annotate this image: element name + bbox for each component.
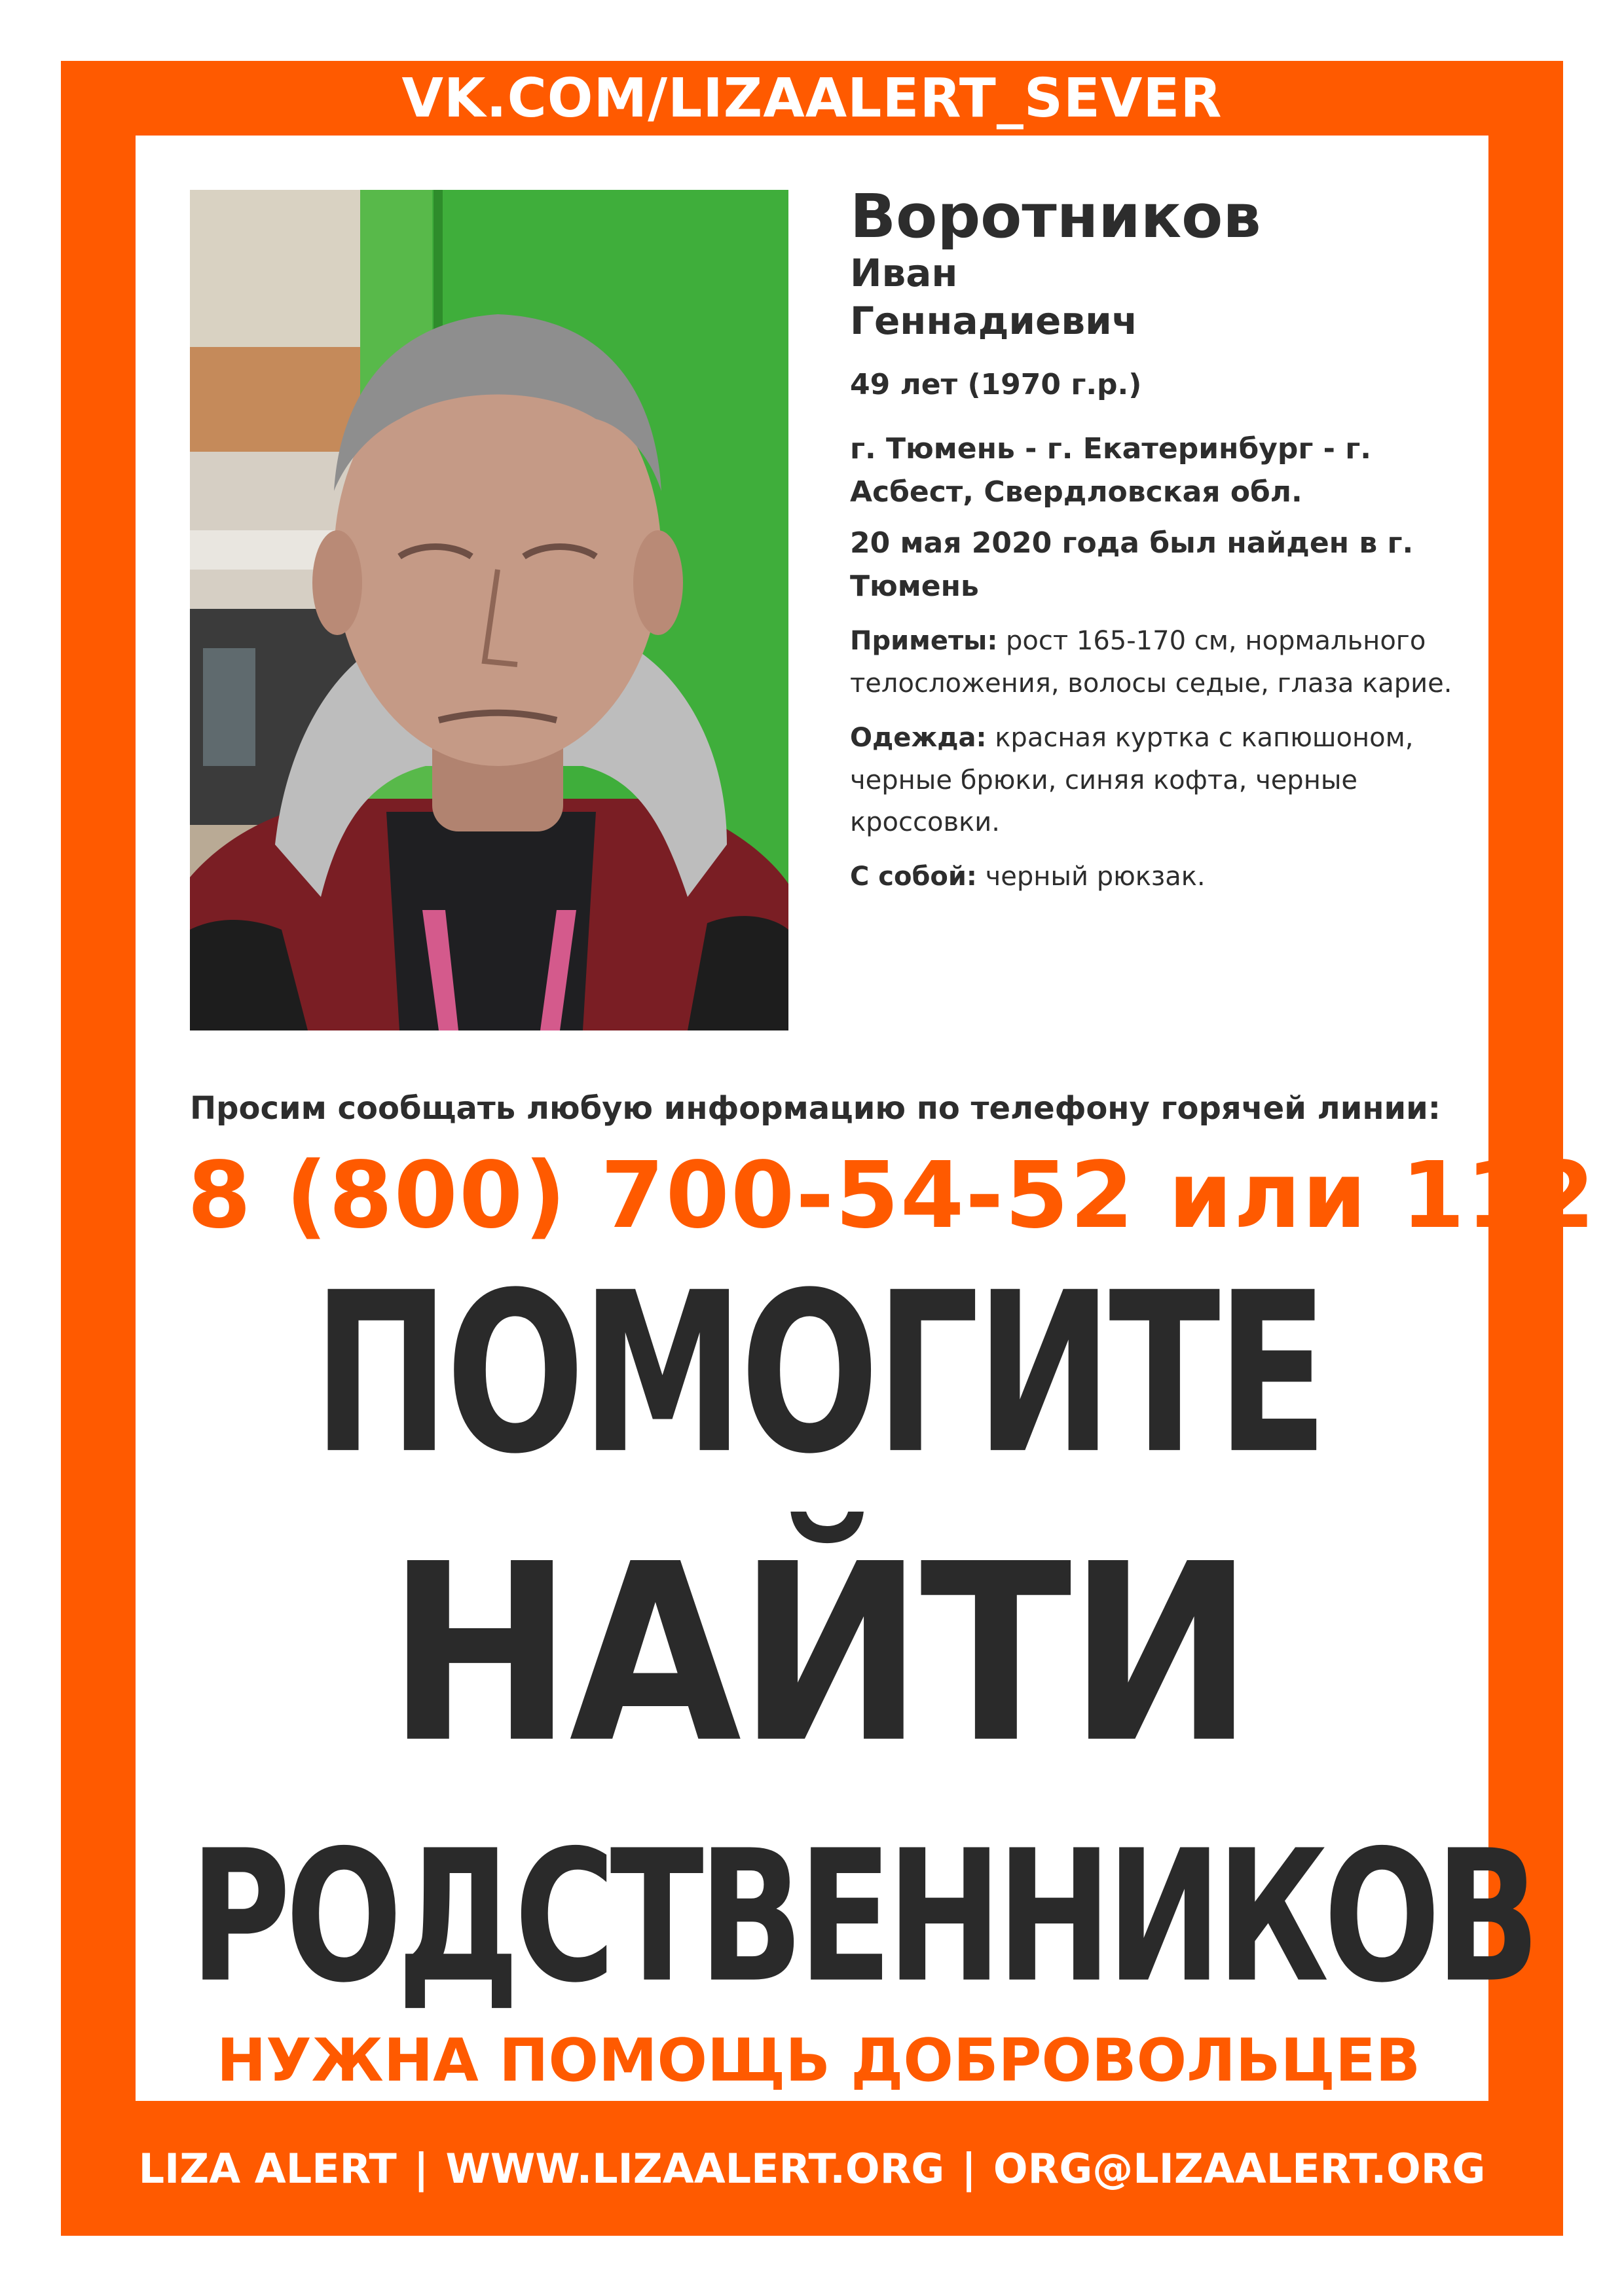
signs-label: Приметы:	[850, 626, 998, 657]
headline-line-3: РОДСТВЕННИКОВ	[190, 1811, 1535, 2023]
headline-line-1: ПОМОГИТЕ	[312, 1245, 1325, 1503]
hotline-phone[interactable]: 8 (800) 700-54-52 или 112	[187, 1142, 1596, 1249]
person-age: 49 лет (1970 г.р.)	[850, 368, 1142, 402]
person-items	[850, 856, 1466, 898]
clothes-text: красная куртка с капюшоном, черные брюки, синяя кофта, черные кроссовки.	[850, 722, 1414, 838]
footer-email-link[interactable]: ORG@LIZAALERT.ORG	[993, 2144, 1486, 2193]
person-route: г. Тюмень - г. Екатеринбург - г. Асбест, Свердловская обл.	[850, 432, 1371, 509]
person-found: 20 мая 2020 года был найден в г. Тюмень	[850, 526, 1414, 604]
hotline-appeal: Просим сообщать любую информацию по телефону горячей линии:	[190, 1090, 1441, 1127]
headline-line-2: НАЙТИ	[386, 1512, 1251, 1797]
person-clothes	[850, 717, 1466, 844]
person-name: Иван	[850, 251, 958, 296]
person-surname: Воротников	[850, 181, 1261, 251]
person-photo	[190, 190, 788, 1030]
footer-separator: |	[961, 2144, 976, 2193]
volunteers-needed: НУЖНА ПОМОЩЬ ДОБРОВОЛЬЦЕВ	[216, 2026, 1421, 2095]
person-info	[850, 183, 1466, 898]
footer-bar	[61, 2101, 1563, 2236]
footer-separator: |	[413, 2144, 429, 2193]
person-signs	[850, 620, 1466, 705]
signs-text: рост 165-170 см, нормального телосложения, волосы седые, глаза карие.	[850, 626, 1452, 699]
footer-org: LIZA ALERT	[138, 2144, 397, 2193]
person-patronymic: Геннадиевич	[850, 298, 1138, 343]
items-label: С собой:	[850, 862, 977, 892]
items-text: черный рюкзак.	[976, 862, 1206, 892]
vk-link[interactable]: VK.COM/LIZAALERT_SEVER	[401, 67, 1223, 130]
clothes-label: Одежда:	[850, 722, 987, 753]
footer-site-link[interactable]: WWW.LIZAALERT.ORG	[445, 2144, 945, 2193]
